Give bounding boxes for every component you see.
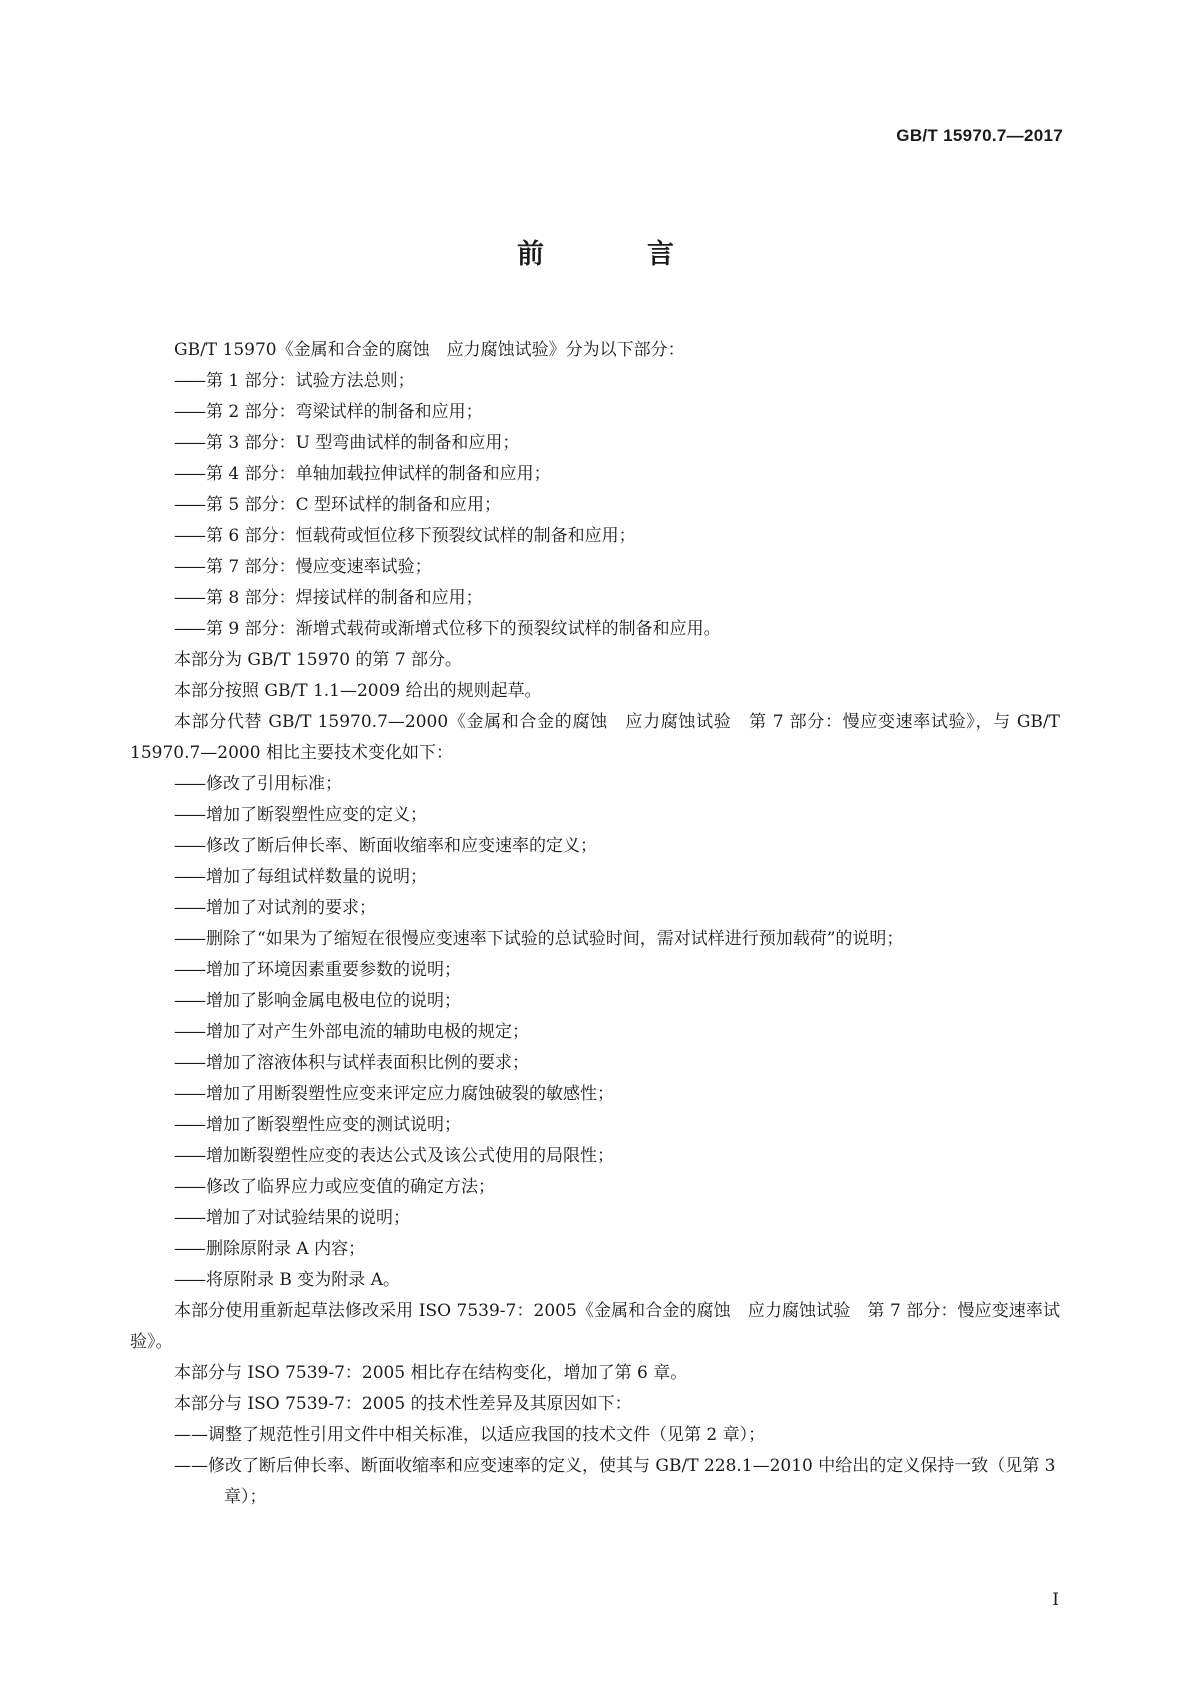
list-item: —— 第 8 部分：焊接试样的制备和应用；: [174, 588, 483, 608]
list-item: —— 删除了“如果为了缩短在很慢应变速率下试验的总试验时间，需对试样进行预加载荷”的说明；: [174, 929, 904, 949]
list-item: —— 第 5 部分：C 型环试样的制备和应用；: [174, 495, 502, 515]
list-item: —— 增加了影响金属电极电位的说明；: [174, 991, 461, 1011]
list-item: —— 第 3 部分：U 型弯曲试样的制备和应用；: [174, 433, 520, 453]
replaces-paragraph: 本部分代替 GB/T 15970.7—2000《金属和合金的腐蚀 应力腐蚀试验 第 7 部分：慢应变速率试验》，与 GB/T 15970.7—2000 相比主要技术变化如下：: [130, 712, 1060, 763]
list-item: —— 增加了每组试样数量的说明；: [174, 867, 427, 887]
list-item: —— 增加了断裂塑性应变的测试说明；: [174, 1115, 461, 1135]
page-title: 前 言: [517, 239, 712, 270]
list-item: —— 第 2 部分：弯梁试样的制备和应用；: [174, 402, 483, 422]
list-item: —— 删除原附录 A 内容；: [174, 1239, 366, 1259]
differences-list: [130, 1420, 1060, 1513]
list-item: —— 增加了用断裂塑性应变来评定应力腐蚀破裂的敏感性；: [174, 1084, 614, 1104]
differences-paragraph: 本部分与 ISO 7539-7：2005 的技术性差异及其原因如下：: [174, 1394, 632, 1414]
adopts-paragraph: 本部分使用重新起草法修改采用 ISO 7539-7：2005《金属和合金的腐蚀 应力腐蚀试验 第 7 部分：慢应变速率试验》。: [130, 1301, 1060, 1352]
page-number: I: [1052, 1590, 1059, 1610]
changes-list: [130, 769, 1060, 1296]
foreword-body: [130, 335, 1060, 1513]
list-item: —— 增加了对试验结果的说明；: [174, 1208, 410, 1228]
parts-list: [130, 366, 1060, 645]
list-item: —— 增加了环境因素重要参数的说明；: [174, 960, 461, 980]
list-item: —— 修改了引用标准；: [174, 774, 342, 794]
list-item: —— 第 9 部分：渐增式载荷或渐增式位移下的预裂纹试样的制备和应用。: [174, 619, 721, 639]
list-item: —— 第 4 部分：单轴加载拉伸试样的制备和应用；: [174, 464, 551, 484]
list-item: —— 增加了溶液体积与试样表面积比例的要求；: [174, 1053, 529, 1073]
list-item: ——修改了断后伸长率、断面收缩率和应变速率的定义，使其与 GB/T 228.1—2010 中给出的定义保持一致（见第 3 章）；: [174, 1456, 1056, 1507]
list-item: —— 将原附录 B 变为附录 A。: [174, 1270, 400, 1290]
list-item: —— 增加了断裂塑性应变的定义；: [174, 805, 427, 825]
list-item: —— 增加断裂塑性应变的表达公式及该公式使用的局限性；: [174, 1146, 614, 1166]
list-item: —— 第 6 部分：恒载荷或恒位移下预裂纹试样的制备和应用；: [174, 526, 636, 546]
intro-paragraph: GB/T 15970《金属和合金的腐蚀 应力腐蚀试验》分为以下部分：: [174, 340, 685, 360]
list-item: —— 修改了断后伸长率、断面收缩率和应变速率的定义；: [174, 836, 597, 856]
list-item: —— 第 1 部分：试验方法总则；: [174, 371, 415, 391]
list-item: —— 增加了对试剂的要求；: [174, 898, 376, 918]
list-item: ——调整了规范性引用文件中相关标准，以适应我国的技术文件（见第 2 章）；: [174, 1425, 766, 1445]
drafting-paragraph: 本部分按照 GB/T 1.1—2009 给出的规则起草。: [174, 681, 542, 701]
list-item: —— 增加了对产生外部电流的辅助电极的规定；: [174, 1022, 529, 1042]
structure-paragraph: 本部分与 ISO 7539-7：2005 相比存在结构变化，增加了第 6 章。: [174, 1363, 688, 1383]
list-item: —— 修改了临界应力或应变值的确定方法；: [174, 1177, 495, 1197]
standard-code: GB/T 15970.7—2017: [896, 126, 1063, 145]
part-of-paragraph: 本部分为 GB/T 15970 的第 7 部分。: [174, 650, 463, 670]
list-item: —— 第 7 部分：慢应变速率试验；: [174, 557, 432, 577]
